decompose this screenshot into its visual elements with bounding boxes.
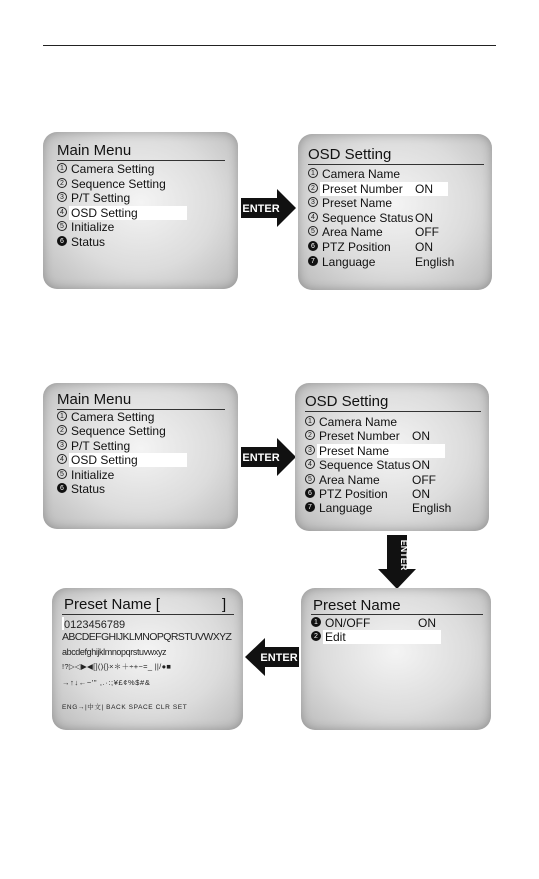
osd-item-label: Preset Name [322, 196, 393, 211]
enter-label: ENTER [242, 203, 280, 215]
osd-setting-panel-1 [298, 134, 492, 290]
osd-item-value: English [412, 501, 452, 516]
osd-setting-panel-2 [295, 383, 489, 531]
enter-arrow-right-icon [241, 189, 297, 227]
panel-title: OSD Setting [305, 393, 389, 410]
osd-item-value: English [415, 254, 455, 269]
number-icon: 3 [305, 445, 315, 455]
menu-item-label: Initialize [71, 467, 115, 482]
number-icon: 7 [308, 256, 318, 266]
osd-item-label: Sequence Status [319, 458, 411, 473]
number-icon: 6 [305, 488, 315, 498]
enter-arrow-left-icon [245, 638, 299, 676]
lowercase-row[interactable]: abcdefghijklmnopqrstuvwxyz [62, 647, 167, 657]
menu-item-label: Sequence Setting [71, 176, 166, 191]
menu-item-label: P/T Setting [71, 191, 131, 206]
number-icon: 2 [57, 425, 67, 435]
osd-item-value: ON [415, 240, 433, 254]
number-icon: 4 [57, 454, 67, 464]
number-icon: 2 [57, 178, 67, 188]
osd-item-value: ON [415, 181, 433, 196]
osd-item-value: ON [412, 429, 430, 444]
menu-item-label: OSD Setting [71, 453, 138, 468]
symbols-row-1[interactable]: !?▷◁▶◀[](){}×＊＋÷+−=_ ||/●■ [62, 662, 172, 671]
enter-arrow-down-icon [378, 535, 416, 589]
number-icon: 4 [308, 212, 318, 222]
menu-item-label: Camera Setting [71, 410, 155, 424]
menu-item-label: Sequence Setting [71, 424, 166, 439]
header-rule [43, 45, 496, 46]
panel-title: Preset Name [313, 597, 401, 614]
enter-label: ENTER [260, 652, 298, 664]
menu-item-label: Camera Setting [71, 162, 155, 176]
uppercase-row[interactable]: ABCDEFGHIJKLMNOPQRSTUVWXYZ [62, 631, 232, 643]
osd-item-value: OFF [415, 225, 439, 240]
number-icon: 2 [311, 631, 321, 641]
preset-item-label: ON/OFF [325, 616, 371, 630]
title-rule [311, 614, 483, 615]
number-icon: 3 [308, 197, 318, 207]
title-rule [57, 160, 225, 161]
osd-item-label: PTZ Position [322, 240, 391, 254]
panel-title: Main Menu [57, 391, 132, 408]
osd-item-label: Preset Name [319, 443, 390, 458]
enter-label: ENTER [242, 452, 280, 464]
number-icon: 4 [57, 207, 67, 217]
digits-row[interactable] [62, 617, 125, 631]
preset-name-editor-panel [52, 588, 243, 730]
main-menu-panel-1 [43, 132, 238, 289]
menu-item-label: Initialize [71, 220, 115, 235]
osd-item-label: Preset Number [322, 181, 403, 196]
osd-item-value: ON [412, 458, 430, 473]
osd-item-value: OFF [412, 472, 436, 487]
number-icon: 4 [305, 459, 315, 469]
number-icon: 1 [305, 416, 315, 426]
osd-item-label: Sequence Status [322, 210, 414, 225]
number-icon: 1 [57, 163, 67, 173]
osd-item-value: ON [412, 487, 430, 501]
number-icon: 2 [305, 430, 315, 440]
menu-item-label: P/T Setting [71, 438, 131, 453]
number-icon: 5 [57, 221, 67, 231]
osd-item-label: Camera Name [322, 167, 401, 181]
osd-item-value: ON [415, 210, 433, 225]
enter-label: ENTER [399, 539, 409, 571]
digits-text: 0123456789 [64, 619, 126, 631]
title-rule [308, 164, 484, 165]
title-rule [62, 614, 234, 615]
panel-title: OSD Setting [308, 146, 392, 163]
editor-title: Preset Name [ [64, 596, 160, 613]
main-menu-panel-2 [43, 383, 238, 529]
enter-arrow-right-icon [241, 438, 297, 476]
preset-name-menu-panel [301, 588, 491, 730]
osd-item-label: Area Name [322, 225, 383, 240]
menu-item-label: Status [71, 235, 106, 249]
osd-item-label: Camera Name [319, 415, 398, 429]
title-rule [305, 411, 481, 412]
osd-item-label: Area Name [319, 472, 380, 487]
number-icon: 5 [305, 474, 315, 484]
menu-item-label: OSD Setting [71, 205, 138, 220]
osd-item-label: Language [322, 254, 376, 269]
number-icon: 5 [308, 226, 318, 236]
osd-item-label: Preset Number [319, 429, 400, 444]
number-icon: 3 [57, 192, 67, 202]
symbols-row-2[interactable]: →↑↓←−'" ,.·:;¥£¢%$#& [62, 678, 151, 687]
number-icon: 7 [305, 502, 315, 512]
number-icon: 6 [57, 236, 67, 246]
preset-item-label: Edit [325, 630, 346, 645]
number-icon: 1 [308, 168, 318, 178]
number-icon: 2 [308, 183, 318, 193]
number-icon: 5 [57, 469, 67, 479]
preset-item-value: ON [418, 616, 436, 630]
menu-item-label: Status [71, 482, 106, 496]
number-icon: 1 [57, 411, 67, 421]
number-icon: 6 [308, 241, 318, 251]
panel-title: Main Menu [57, 142, 132, 159]
osd-item-label: Language [319, 501, 373, 516]
controls-row[interactable]: ENG→|中文| BACK SPACE CLR SET [62, 704, 188, 711]
number-icon: 1 [311, 617, 321, 627]
number-icon: 6 [57, 483, 67, 493]
osd-item-label: PTZ Position [319, 487, 388, 501]
number-icon: 3 [57, 440, 67, 450]
editor-title-close: ] [222, 596, 227, 613]
